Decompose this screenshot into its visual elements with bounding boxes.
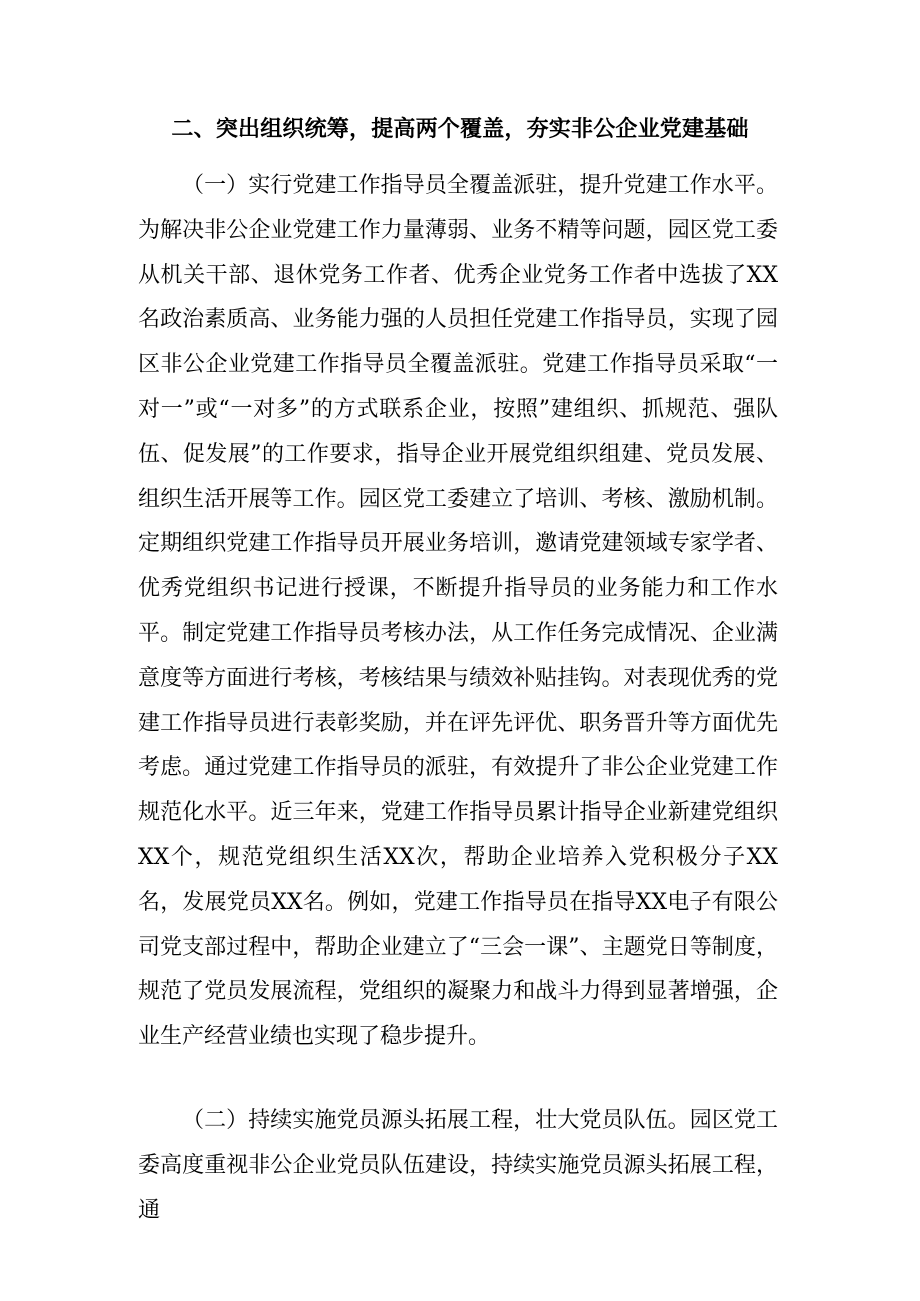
- section-heading: 二、突出组织统筹，提高两个覆盖，夯实非公企业党建基础: [171, 116, 749, 142]
- body-paragraph-2: （二）持续实施党员源头拓展工程，壮大党员队伍。园区党工委高度重视非公企业党员队伍建设，持续实施党员源头拓展工程，通: [138, 1108, 778, 1223]
- body-paragraph-1: （一）实行党建工作指导员全覆盖派驻，提升党建工作水平。为解决非公企业党建工作力量薄弱、业务不精等问题，园区党工委从机关干部、退休党务工作者、优秀企业党务工作者中选拔了XX名政治素质高、业务能力强的人员担任党建工作指导员，实现了园区非公企业党建工作指导员全覆盖派驻。党建工作指导员采取“一对一”或“一对多”的方式联系企业，按照”建组织、抓规范、强队伍、促发展”的工作要求，指导企业开展党组织组建、党员发展、组织生活开展等工作。园区党工委建立了培训、考核、激励机制。定期组织党建工作指导员开展业务培训，邀请党建领域专家学者、优秀党组织书记进行授课，不断提升指导员的业务能力和工作水平。制定党建工作指导员考核办法，从工作任务完成情况、企业满意度等方面进行考核，考核结果与绩效补贴挂钩。对表现优秀的党建工作指导员进行表彰奖励，并在评先评优、职务晋升等方面优先考虑。通过党建工作指导员的派驻，有效提升了非公企业党建工作规范化水平。近三年来，党建工作指导员累计指导企业新建党组织XX个，规范党组织生活XX次，帮助企业培养入党积极分子XX名，发展党员XX名。例如，党建工作指导员在指导XX电子有限公司党支部过程中，帮助企业建立了“三会一课”、主题党日等制度，规范了党员发展流程，党组织的凝聚力和战斗力得到显著增强，企业生产经营业绩也实现了稳步提升。: [138, 173, 778, 1050]
